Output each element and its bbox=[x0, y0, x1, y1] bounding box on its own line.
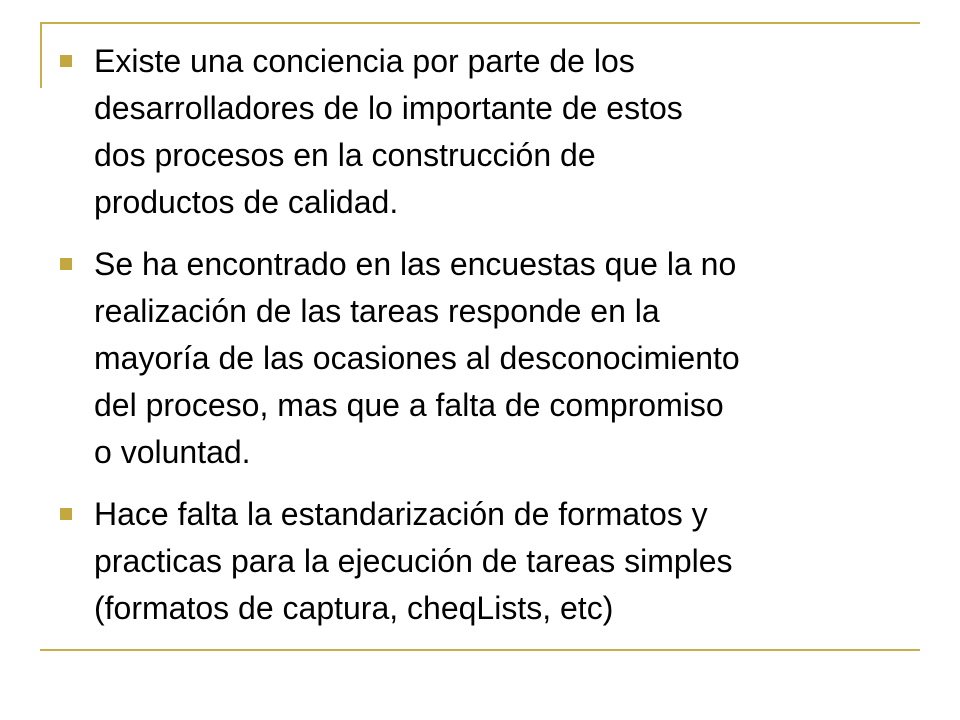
square-bullet-icon bbox=[60, 258, 72, 270]
top-divider bbox=[40, 22, 920, 24]
bullet-text-2: Se ha encontrado en las encuestas que la no realización de las tareas responde en la mayoría de las ocasiones al desconocimiento del proceso, mas que a falta de compromiso o voluntad. bbox=[94, 246, 740, 470]
bottom-divider bbox=[40, 649, 920, 651]
square-bullet-icon bbox=[60, 55, 72, 67]
left-divider bbox=[40, 22, 42, 88]
square-bullet-icon bbox=[60, 508, 72, 520]
bullet-text-1: Existe una conciencia por parte de los desarrolladores de lo importante de estos dos procesos en la construcción de productos de calidad. bbox=[94, 43, 683, 220]
bullet-text-3: Hace falta la estandarización de formatos y practicas para la ejecución de tareas simples (formatos de captura, cheqLists, etc) bbox=[94, 496, 733, 626]
